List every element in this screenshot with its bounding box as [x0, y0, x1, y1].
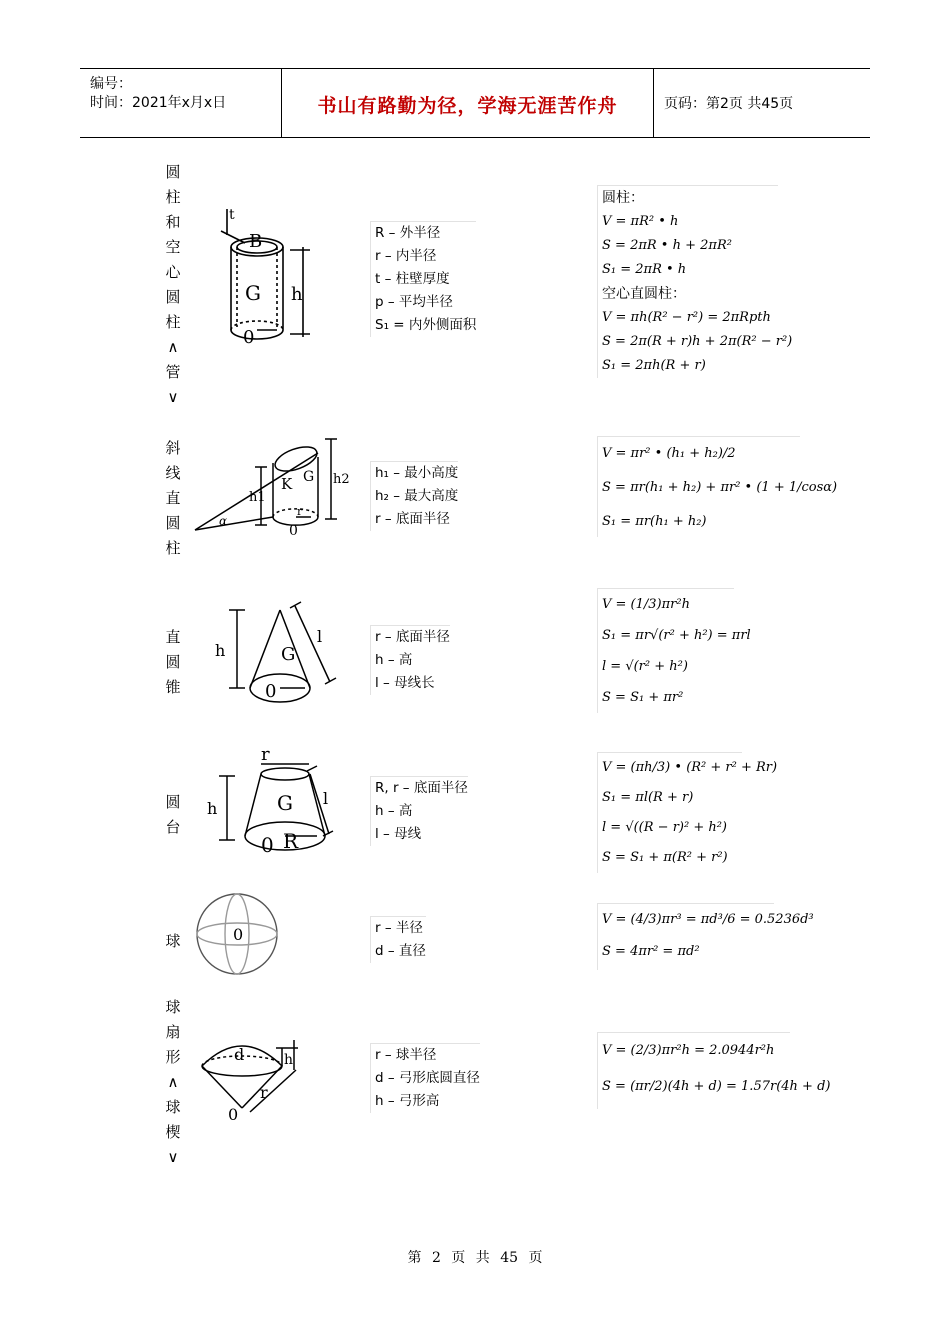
formulas-cylinder: 圆柱： V = πR² • h S = 2πR • h + 2πR² S₁ = 2πR • h 空心直圆柱： V = πh(R² − r²) = 2πRpth S = 2π(R + r)h + 2π(R² − r²) S₁ = 2πh(R + r) [597, 185, 778, 378]
page-header [80, 68, 870, 138]
svg-text:h2: h2 [333, 472, 350, 487]
time-label: 时间：2021年x月x日 [90, 95, 227, 111]
formulas-cone: V = (1/3)πr²h S₁ = πr√(r² + h²) = πrl l = √(r² + h²) S = S₁ + πr² [597, 588, 734, 713]
oblique-cylinder-figure [193, 435, 350, 540]
svg-text:G: G [277, 791, 293, 815]
formulas-oblique-cylinder: V = πr² • (h₁ + h₂)/2 S = πr(h₁ + h₂) + πr² • (1 + 1/cosα) S₁ = πr(h₁ + h₂) [597, 436, 800, 537]
row-label-frustum: 圆 台 [165, 793, 181, 836]
row-label-sphere: 球 [165, 932, 181, 950]
page-footer: 第 2 页 共 45 页 [407, 1250, 543, 1266]
svg-text:B: B [249, 231, 263, 252]
svg-text:0: 0 [261, 833, 274, 857]
svg-text:h: h [291, 284, 303, 305]
svg-text:α: α [219, 514, 228, 528]
row-label-spherical-sector: 球 扇 形 ∧ 球 楔 ∨ [165, 998, 181, 1166]
definitions-spherical-sector: r – 球半径 d – 弓形底圆直径 h – 弓形高 [370, 1043, 480, 1113]
sphere-figure [193, 892, 283, 978]
svg-text:r: r [297, 505, 303, 518]
svg-text:r: r [260, 1083, 268, 1102]
formulas-spherical-sector: V = (2/3)πr²h = 2.0944r²h S = (πr/2)(4h + d) = 1.57r(4h + d) [597, 1032, 790, 1109]
svg-text:R: R [283, 829, 299, 853]
definitions-cone: r – 底面半径 h – 高 l – 母线长 [370, 625, 450, 695]
svg-text:0: 0 [243, 327, 255, 348]
row-label-oblique-cylinder: 斜 线 直 圆 柱 [165, 439, 181, 557]
row-label-cylinder: 圆 柱 和 空 心 圆 柱 ∧ 管 ∨ [165, 163, 181, 406]
code-label: 编号： [90, 76, 132, 92]
cone-figure [205, 598, 345, 710]
svg-text:0: 0 [289, 523, 298, 539]
header-divider [653, 69, 654, 137]
motto: 书山有路勤为径，学海无涯苦作舟 [317, 95, 618, 117]
definitions-oblique-cylinder: h₁ – 最小高度 h₂ – 最大高度 r – 底面半径 [370, 461, 458, 531]
frustum-figure [205, 744, 350, 860]
formulas-sphere: V = (4/3)πr³ = πd³/6 = 0.5236d³ S = 4πr² = πd² [597, 903, 774, 970]
svg-text:h1: h1 [249, 490, 266, 505]
svg-text:r: r [261, 744, 270, 765]
cylinder-figure [215, 205, 325, 350]
row-label-cone: 直 圆 锥 [165, 628, 181, 696]
svg-text:G: G [303, 469, 315, 485]
svg-text:d: d [234, 1045, 245, 1064]
svg-text:h: h [207, 799, 218, 818]
svg-text:G: G [281, 644, 296, 665]
svg-text:h: h [284, 1052, 294, 1068]
svg-text:l: l [323, 789, 329, 808]
definitions-cylinder: R – 外半径 r – 内半径 t – 柱壁厚度 p – 平均半径 S₁ = 内外侧面积 [370, 221, 476, 337]
definitions-frustum: R, r – 底面半径 h – 高 l – 母线 [370, 776, 468, 846]
definitions-sphere: r – 半径 d – 直径 [370, 916, 426, 963]
formulas-frustum: V = (πh/3) • (R² + r² + Rr) S₁ = πl(R + r) l = √((R − r)² + h²) S = S₁ + π(R² + r²) [597, 752, 742, 873]
svg-text:0: 0 [228, 1105, 239, 1124]
svg-text:0: 0 [233, 925, 244, 944]
svg-text:t: t [229, 207, 235, 223]
svg-text:G: G [245, 281, 261, 305]
svg-text:h: h [215, 641, 226, 660]
spherical-sector-figure [198, 1030, 310, 1126]
svg-text:0: 0 [265, 681, 277, 702]
page-label: 页码：第2页 共45页 [664, 96, 794, 112]
svg-text:K: K [281, 475, 293, 493]
svg-text:l: l [317, 627, 323, 646]
